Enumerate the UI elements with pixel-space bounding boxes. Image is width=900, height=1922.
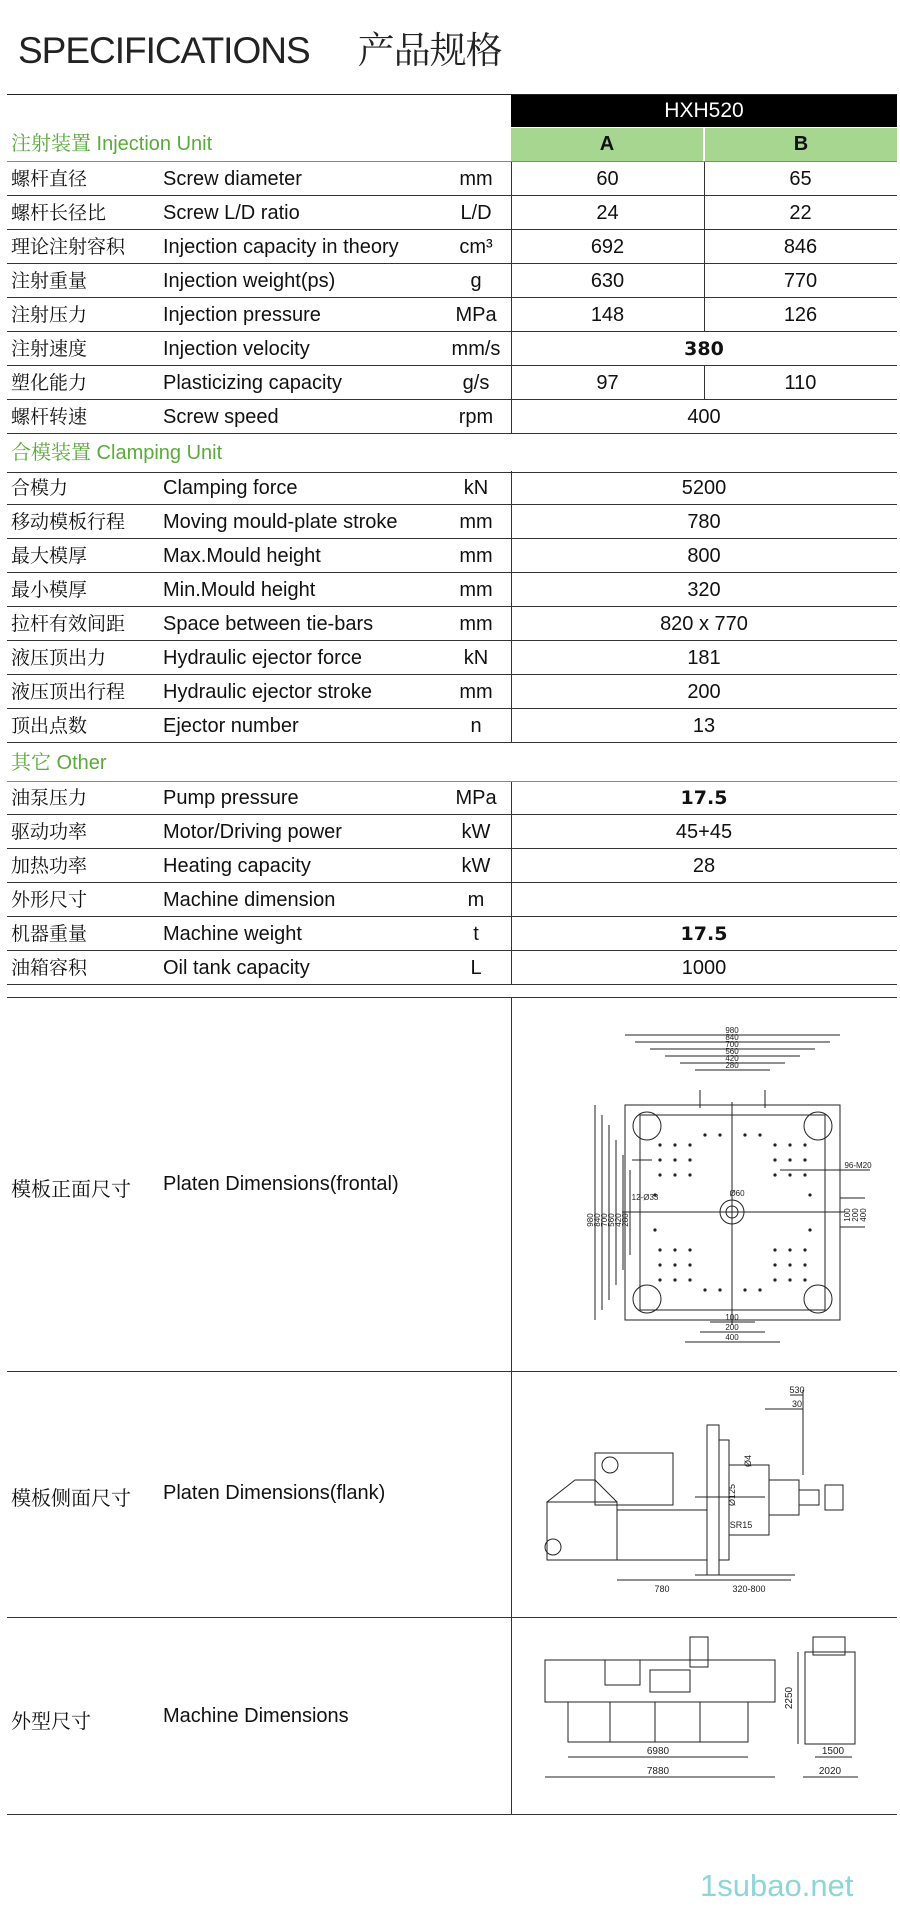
spec-value-b: 770: [783, 270, 818, 292]
spec-value-a: 148: [590, 304, 625, 326]
drawing-rule: [7, 1371, 897, 1372]
section-other: 其它 Other: [11, 752, 107, 774]
column-divider: [511, 917, 512, 951]
spec-label-en: Injection capacity in theory: [163, 236, 399, 258]
dim-label: Ø125: [727, 1483, 737, 1507]
spec-value: 780: [687, 511, 721, 533]
spec-label-cn: 螺杆直径: [11, 168, 88, 190]
page-title: [18, 20, 502, 74]
spec-label-en: Injection velocity: [163, 338, 310, 360]
dim-label: 980: [725, 1026, 739, 1035]
spec-label-en: Machine dimension: [163, 889, 336, 911]
row-rule: [7, 742, 897, 743]
spec-value: 380: [684, 338, 724, 360]
spec-label-en: Injection weight(ps): [163, 270, 336, 292]
spec-row: [7, 230, 897, 264]
column-divider: [511, 573, 512, 607]
spec-label-en: Heating capacity: [163, 855, 311, 877]
column-divider: [704, 298, 705, 332]
spec-row: [7, 951, 897, 985]
column-divider: [511, 400, 512, 434]
spec-value-b: 110: [784, 372, 817, 394]
column-divider: [511, 883, 512, 917]
dim-label: 2020: [818, 1766, 842, 1777]
spec-label-en: Motor/Driving power: [163, 821, 342, 843]
column-divider: [704, 366, 705, 400]
column-divider: [511, 815, 512, 849]
spec-label-cn: 合模力: [11, 477, 69, 499]
column-divider: [511, 641, 512, 675]
spec-unit: mm: [459, 511, 493, 533]
spec-unit: MPa: [455, 787, 497, 809]
spec-unit: t: [473, 923, 479, 945]
spec-row: [7, 849, 897, 883]
dim-label: 560: [607, 1213, 616, 1227]
row-rule: [7, 433, 897, 434]
spec-unit: L/D: [460, 202, 492, 224]
column-divider: [511, 607, 512, 641]
spec-row: [7, 607, 897, 641]
column-divider: [511, 196, 512, 230]
spec-label-en: Clamping force: [163, 477, 298, 499]
dim-label: Ø60: [729, 1189, 745, 1198]
spec-value: 17.5: [680, 787, 728, 809]
spec-row: [7, 573, 897, 607]
spec-unit: mm: [459, 168, 493, 190]
spec-value-a: 692: [590, 236, 625, 258]
spec-value: 800: [687, 545, 721, 567]
spec-unit: mm: [459, 545, 493, 567]
spec-unit: m: [467, 889, 485, 911]
spec-row: [7, 675, 897, 709]
spec-label-cn: 注射重量: [11, 270, 88, 292]
spec-label-cn: 塑化能力: [11, 372, 88, 394]
dim-label: 840: [593, 1213, 602, 1227]
spec-row: [7, 709, 897, 743]
dim-label: 2250: [784, 1686, 795, 1710]
spec-label-en: Min.Mould height: [163, 579, 316, 601]
dim-label: 1500: [821, 1746, 845, 1757]
watermark: 1subao.net: [700, 1868, 854, 1903]
spec-label-en: Ejector number: [163, 715, 299, 737]
spec-label-cn: 螺杆长径比: [11, 202, 107, 224]
dim-label: 30: [791, 1399, 803, 1409]
spec-value: 820 x 770: [660, 613, 748, 635]
column-divider: [511, 332, 512, 366]
spec-label-cn: 液压顶出行程: [11, 681, 126, 703]
spec-label-cn: 顶出点数: [11, 715, 88, 737]
spec-label-en: Hydraulic ejector force: [163, 647, 362, 669]
column-divider: [511, 471, 512, 505]
spec-value: 181: [687, 647, 721, 669]
spec-value: 400: [687, 406, 721, 428]
column-divider: [704, 196, 705, 230]
spec-unit: L: [470, 957, 482, 979]
spec-unit: kW: [461, 821, 491, 843]
spec-label-en: Pump pressure: [163, 787, 299, 809]
column-divider: [511, 162, 512, 196]
spec-unit: g/s: [462, 372, 490, 394]
spec-row: [7, 298, 897, 332]
spec-row: [7, 366, 897, 400]
spec-unit: mm: [459, 579, 493, 601]
drawing-rule: [7, 997, 897, 998]
spec-unit: kN: [463, 477, 489, 499]
spec-row: [7, 196, 897, 230]
column-divider: [511, 264, 512, 298]
spec-label-cn: 机器重量: [11, 923, 88, 945]
spec-row: [7, 505, 897, 539]
spec-label-en: Screw L/D ratio: [163, 202, 300, 224]
dim-label: 400: [859, 1208, 868, 1222]
spec-value-b: 65: [789, 168, 812, 190]
spec-label-en: Machine weight: [163, 923, 302, 945]
spec-label-cn: 驱动功率: [11, 821, 88, 843]
spec-value: 28: [692, 855, 716, 877]
section-clamping: 合模装置 Clamping Unit: [11, 442, 223, 464]
column-divider: [511, 781, 512, 815]
drawing-cn: 外型尺寸: [11, 1709, 91, 1733]
dim-label: 200: [851, 1208, 860, 1222]
section-rule: [7, 781, 897, 782]
spec-value-a: 630: [590, 270, 625, 292]
spec-label-cn: 理论注射容积: [11, 236, 126, 258]
spec-value-a: 97: [596, 372, 619, 394]
column-divider: [511, 951, 512, 985]
dim-label: 12-Ø33: [631, 1193, 659, 1202]
spec-label-en: Space between tie-bars: [163, 613, 374, 635]
spec-value: 17.5: [680, 923, 728, 945]
spec-label-cn: 螺杆转速: [11, 406, 88, 428]
spec-row: [7, 815, 897, 849]
spec-unit: rpm: [458, 406, 494, 428]
spec-value: 45+45: [675, 821, 733, 843]
spec-label-cn: 拉杆有效间距: [11, 613, 126, 635]
drawing-en: Machine Dimensions: [163, 1705, 349, 1727]
spec-value: 13: [692, 715, 716, 737]
section-rule: [7, 472, 897, 473]
column-divider: [511, 675, 512, 709]
spec-label-en: Screw speed: [163, 406, 279, 428]
column-divider: [511, 505, 512, 539]
spec-label-cn: 最大模厚: [11, 545, 88, 567]
dim-label: 280: [621, 1213, 630, 1227]
dim-label: 100: [843, 1208, 852, 1222]
dim-label: 530: [789, 1385, 805, 1395]
drawing-en: Platen Dimensions(frontal): [163, 1173, 399, 1195]
col-a-header: A: [599, 133, 615, 155]
spec-label-en: Moving mould-plate stroke: [163, 511, 398, 533]
dim-label: 700: [725, 1040, 739, 1049]
dim-label: 7880: [646, 1766, 670, 1777]
row-rule: [7, 984, 897, 985]
column-divider: [511, 298, 512, 332]
column-divider: [511, 849, 512, 883]
column-divider: [511, 366, 512, 400]
spec-label-cn: 最小模厚: [11, 579, 88, 601]
spec-unit: mm: [459, 681, 493, 703]
spec-label-cn: 外形尺寸: [11, 889, 88, 911]
dim-label: 6980: [646, 1746, 670, 1757]
dim-label: 420: [614, 1213, 623, 1227]
dim-label: 200: [725, 1323, 739, 1332]
dim-label: 780: [654, 1584, 670, 1594]
column-divider: [704, 230, 705, 264]
dim-label: 420: [725, 1054, 739, 1063]
spec-row: [7, 332, 897, 366]
spec-unit: cm³: [459, 236, 493, 258]
dim-label: 96-M20: [844, 1161, 872, 1170]
spec-value: 1000: [681, 957, 727, 979]
column-divider: [511, 709, 512, 743]
drawing-cn: 模板正面尺寸: [11, 1177, 131, 1201]
dim-label: 840: [725, 1033, 739, 1042]
spec-value-b: 22: [789, 202, 812, 224]
spec-label-cn: 油箱容积: [11, 957, 88, 979]
dim-label: 100: [725, 1313, 739, 1322]
title-cn: 产品规格: [357, 29, 502, 72]
dim-label: 980: [586, 1213, 595, 1227]
spec-label-cn: 加热功率: [11, 855, 88, 877]
spec-label-en: Screw diameter: [163, 168, 302, 190]
spec-label-cn: 注射压力: [11, 304, 88, 326]
dim-label: 560: [725, 1047, 739, 1056]
spec-value-a: 60: [596, 168, 619, 190]
drawing-divider: [511, 997, 512, 1814]
title-en: SPECIFICATIONS: [18, 30, 310, 71]
model-header: HXH520: [511, 95, 897, 127]
spec-value: 320: [687, 579, 721, 601]
dim-label: 280: [725, 1061, 739, 1070]
column-divider: [704, 264, 705, 298]
spec-value: 200: [687, 681, 721, 703]
spec-label-en: Oil tank capacity: [163, 957, 310, 979]
column-divider: [704, 162, 705, 196]
spec-unit: g: [470, 270, 482, 292]
frontal-platen-drawing: [540, 1020, 880, 1350]
machine-dimension-drawing: [540, 1632, 885, 1802]
spec-row: [7, 917, 897, 951]
spec-row: [7, 641, 897, 675]
spec-label-cn: 液压顶出力: [11, 647, 107, 669]
spec-value-a: 24: [596, 202, 619, 224]
flank-platen-drawing: [535, 1385, 885, 1600]
variant-header: [511, 128, 897, 161]
spec-label-en: Injection pressure: [163, 304, 321, 326]
section-injection: 注射装置 Injection Unit: [11, 133, 213, 155]
spec-row: [7, 264, 897, 298]
spec-unit: MPa: [455, 304, 497, 326]
spec-unit: n: [470, 715, 482, 737]
col-b-header: B: [703, 128, 897, 161]
spec-row: [7, 781, 897, 815]
spec-value-b: 126: [783, 304, 818, 326]
spec-unit: kN: [463, 647, 489, 669]
dim-label: 400: [725, 1333, 739, 1342]
spec-label-en: Max.Mould height: [163, 545, 321, 567]
spec-unit: mm/s: [451, 338, 501, 360]
spec-row: [7, 400, 897, 434]
drawing-rule: [7, 1617, 897, 1618]
spec-row: [7, 162, 897, 196]
dim-label: SR15: [729, 1520, 753, 1530]
spec-label-cn: 油泵压力: [11, 787, 88, 809]
dim-label: Ø4: [743, 1454, 753, 1468]
spec-label-cn: 移动模板行程: [11, 511, 126, 533]
dim-label: 700: [600, 1213, 609, 1227]
column-divider: [511, 230, 512, 264]
spec-value-b: 846: [783, 236, 818, 258]
spec-row: [7, 883, 897, 917]
spec-unit: kW: [461, 855, 491, 877]
dim-label: 320-800: [732, 1584, 766, 1594]
spec-label-en: Plasticizing capacity: [163, 372, 342, 394]
drawing-cn: 模板侧面尺寸: [11, 1486, 131, 1510]
spec-value: 5200: [681, 477, 727, 499]
drawing-rule: [7, 1814, 897, 1815]
spec-row: [7, 539, 897, 573]
spec-label-cn: 注射速度: [11, 338, 88, 360]
spec-label-en: Hydraulic ejector stroke: [163, 681, 372, 703]
column-divider: [511, 539, 512, 573]
drawing-en: Platen Dimensions(flank): [163, 1482, 386, 1504]
spec-unit: mm: [459, 613, 493, 635]
spec-row: [7, 471, 897, 505]
